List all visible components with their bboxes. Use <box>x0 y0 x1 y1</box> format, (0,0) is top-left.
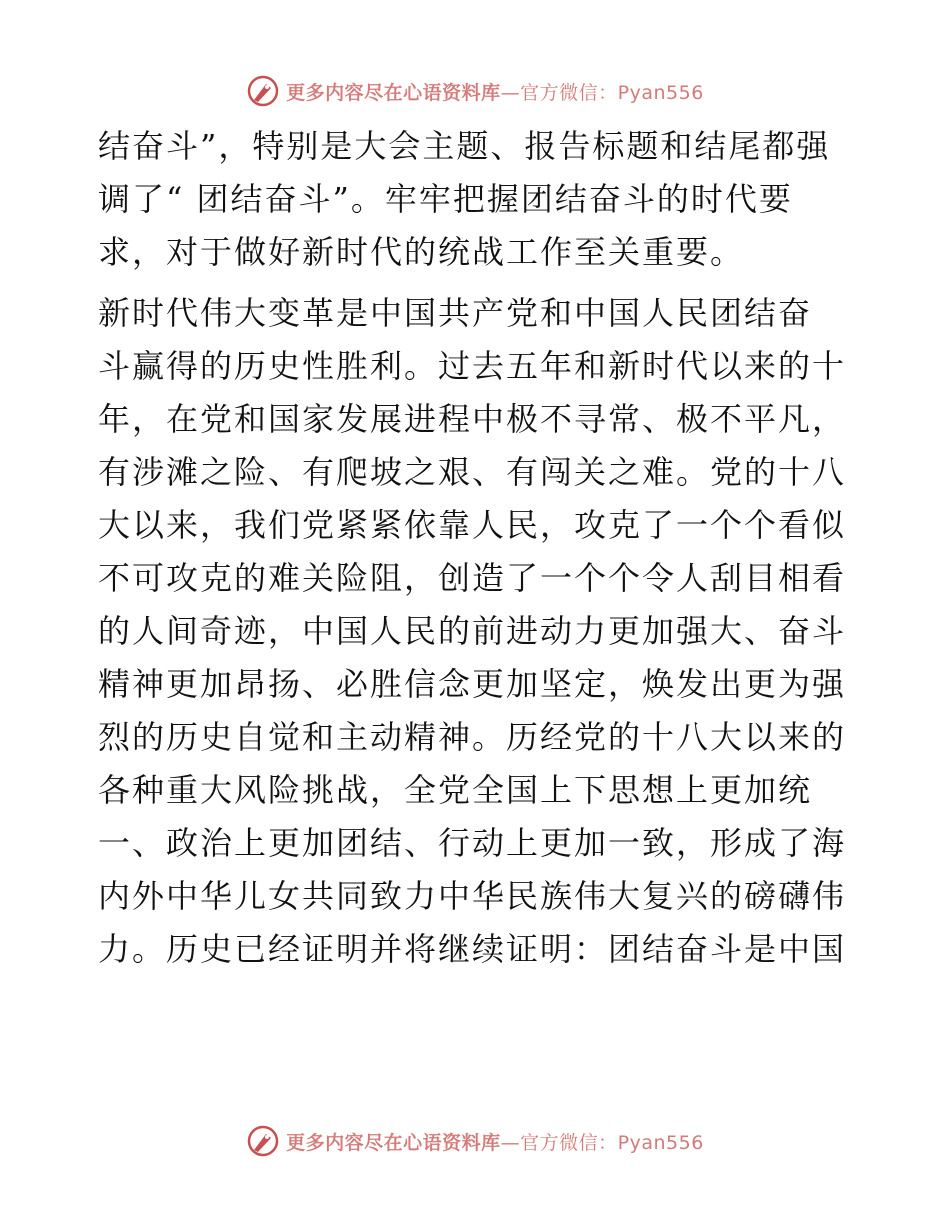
pen-nib-logo-icon <box>246 1124 280 1158</box>
footer-watermark <box>0 1124 950 1158</box>
text-line: 的人间奇迹，中国人民的前进动力更加强大、奋斗 <box>98 612 847 650</box>
text-line: 结奋斗”，特别是大会主题、报告标题和结尾都强 <box>98 127 831 165</box>
text-line: 烈的历史自觉和主动精神。历经党的十八大以来的 <box>98 718 847 756</box>
text-line: 不可攻克的难关险阻，创造了一个个令人刮目相看 <box>98 559 847 597</box>
text-line: 各种重大风险挑战，全党全国上下思想上更加统 <box>98 771 813 809</box>
text-line: 有涉滩之险、有爬坡之艰、有闯关之难。党的十八 <box>98 453 847 491</box>
text-line: 力。历史已经证明并将继续证明：团结奋斗是中国 <box>98 930 847 968</box>
pen-nib-logo-icon <box>246 74 280 108</box>
watermark-brand: 更多内容尽在心语资料库 <box>286 81 501 104</box>
text-line: 年，在党和国家发展进程中极不寻常、极不平凡， <box>98 400 847 438</box>
text-line: 调了“ 团结奋斗”。牢牢把握团结奋斗的时代要 <box>98 180 793 218</box>
text-line: 内外中华儿女共同致力中华民族伟大复兴的磅礴伟 <box>98 877 847 915</box>
paragraph <box>98 120 854 279</box>
text-line: 精神更加昂扬、必胜信念更加坚定，焕发出更为强 <box>98 665 847 703</box>
text-line: 求，对于做好新时代的统战工作至关重要。 <box>98 233 745 271</box>
text-line: 斗赢得的历史性胜利。过去五年和新时代以来的十 <box>98 347 847 385</box>
text-line: 一、政治上更加团结、行动上更加一致，形成了海 <box>98 824 847 862</box>
watermark-contact: 官方微信：Pyan556 <box>520 1131 704 1154</box>
watermark-contact: 官方微信：Pyan556 <box>520 81 704 104</box>
watermark-brand: 更多内容尽在心语资料库 <box>286 1131 501 1154</box>
watermark-text <box>286 78 704 105</box>
watermark-separator: — <box>500 81 521 104</box>
watermark-text <box>286 1128 704 1155</box>
paragraph <box>98 287 854 976</box>
watermark-separator: — <box>500 1131 521 1154</box>
header-watermark <box>0 74 950 108</box>
text-line: 新时代伟大变革是中国共产党和中国人民团结奋 <box>98 294 813 332</box>
text-line: 大以来，我们党紧紧依靠人民，攻克了一个个看似 <box>98 506 847 544</box>
document-body <box>98 120 854 976</box>
